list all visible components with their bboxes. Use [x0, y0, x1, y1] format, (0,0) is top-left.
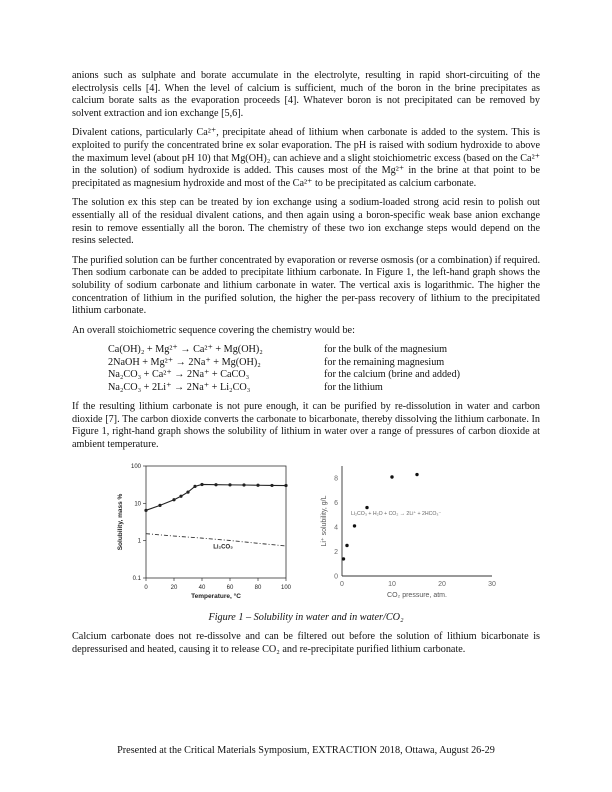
paragraph-boron: anions such as sulphate and borate accumulate in the electrolyte, resulting in rapid short-circuiting of the electrolysis cells [4]. When the level of calcium is sufficient, much of the boron in the brine precipitates as calcium borate salts as the evaporation proceeds [4]. Whatever boron is not precipitated can be removed by solvent extraction and ion exchange [5,6]. — [72, 70, 540, 119]
series-annotation-li2co3: Li₂CO₃ — [213, 544, 233, 551]
x-tick-label: 10 — [388, 581, 396, 589]
equation-reaction: 2NaOH + Mg²⁺ → 2Na⁺ + Mg(OH)₂ — [108, 356, 261, 368]
solubility-co2-chart — [320, 458, 498, 608]
paragraph-purified-solution: The purified solution can be further concentrated by evaporation or reverse osmosis (or a combination) if required. Then sodium carbonate can be added to precipitate lithium carbonate. In Figure 1, the left-hand graph shows the solubility of sodium carbonate and lithium carbonate in water. The vertical axis is logarithmic. The higher the concentration of lithium in the purified solution, the higher the per-pass recovery of lithium to the precipitated lithium carbonate. — [72, 254, 540, 317]
paragraph-divalent-cations: Divalent cations, particularly Ca²⁺, precipitate ahead of lithium when carbonate is added to the system. This is exploited to purify the concentrated brine ex solar evaporation. The pH is raised with sodium hydroxide to above the maximum level (about pH 10) that Mg(OH)₂ can achieve and a slight stoichiometric excess (based on the Ca²⁺ in the solution) of sodium hydroxide is added. This causes most of the Mg²⁺ in the brine at that point to be precipitated as magnesium hydroxide and most of the Ca²⁺ to be precipitated as calcium carbonate. — [72, 127, 540, 189]
x-tick-label: 0 — [144, 585, 148, 592]
equation-reaction: Na₂CO₃ + Ca²⁺ → 2Na⁺ + CaCO₃ — [108, 369, 250, 381]
paragraph-ion-exchange: The solution ex this step can be treated by ion exchange using a sodium-loaded strong acid resin to polish out essentially all of the residual divalent cations, and then again using a boron-specific weak base anion exchange resin to remove essentially all the boron. The chemistry of these two ion exchange steps would depend on the resins selected. — [72, 197, 540, 247]
x-tick-label: 60 — [226, 585, 234, 592]
y-tick-label: 8 — [334, 476, 338, 484]
equation-note: for the remaining magnesium — [324, 356, 445, 368]
plot-frame — [146, 466, 286, 578]
y-tick-label: 10 — [134, 501, 141, 508]
y-tick-label: 0 — [334, 573, 338, 581]
data-point — [284, 484, 287, 487]
y-tick-label: 100 — [130, 464, 141, 471]
data-point — [256, 484, 259, 487]
x-tick-label: 20 — [438, 581, 446, 589]
data-point — [342, 557, 345, 560]
reaction-annotation: Li₂CO₃ + H₂O + CO₂ → 2Li⁺ + 2HCO₃⁻ — [351, 511, 442, 518]
data-point — [144, 509, 147, 512]
equation-reaction: Na₂CO₃ + 2Li⁺ → 2Na⁺ + Li₂CO₃ — [108, 381, 251, 393]
paragraph-redissolution: If the resulting lithium carbonate is not pure enough, it can be purified by re-dissolution in water and carbon dioxide [7]. The carbon dioxide converts the carbonate to bicarbonate, thereby dissolving the lithium carbonate. In Figure 1, right-hand graph shows the solubility of lithium in water over a range of pressures of carbon dioxide at ambient temperature. — [72, 400, 540, 450]
data-point — [242, 484, 245, 487]
x-tick-label: 20 — [170, 585, 178, 592]
figure-caption: Figure 1 – Solubility in water and in water/CO₂ — [208, 612, 404, 624]
figure-1 — [72, 458, 540, 608]
data-point — [353, 524, 356, 527]
data-point — [172, 498, 175, 501]
y-tick-label: 2 — [334, 549, 338, 557]
paragraph-calcium-carbonate: Calcium carbonate does not re-dissolve and can be filtered out before the solution of lithium bicarbonate is depressurised and heated, causing it to release CO₂ and re-precipitate purified lithium carbonate. — [72, 631, 540, 655]
data-point — [193, 485, 196, 488]
solubility-temperature-chart — [112, 458, 292, 608]
data-point — [415, 473, 418, 476]
y-tick-label: 1 — [137, 538, 141, 545]
equation-row — [72, 344, 540, 356]
data-point — [186, 491, 189, 494]
y-tick-label: 4 — [334, 524, 338, 532]
equation-row — [72, 369, 540, 381]
equation-table — [72, 344, 540, 394]
x-tick-label: 100 — [280, 585, 292, 592]
page-body — [72, 70, 540, 663]
data-point — [214, 483, 217, 486]
equation-row — [72, 357, 540, 369]
x-axis-label: Temperature, °C — [191, 593, 241, 601]
y-axis-label: Solubility, mass % — [117, 493, 124, 551]
y-axis-label: Li⁺ solubility, g/L — [321, 495, 328, 547]
equation-note: for the calcium (brine and added) — [324, 369, 461, 381]
equation-note: for the lithium — [324, 381, 383, 393]
data-point — [365, 506, 368, 509]
x-tick-label: 30 — [488, 581, 496, 589]
page-footer: Presented at the Critical Materials Symposium, EXTRACTION 2018, Ottawa, August 26-29 — [117, 745, 495, 756]
data-point — [270, 484, 273, 487]
equation-note: for the bulk of the magnesium — [324, 344, 448, 356]
equation-row — [72, 382, 540, 394]
paragraph-stoichiometric-intro: An overall stoichiometric sequence covering the chemistry would be: — [72, 324, 355, 336]
x-axis-label: CO₂ pressure, atm. — [387, 592, 447, 600]
x-tick-label: 0 — [340, 581, 344, 589]
data-point — [179, 495, 182, 498]
y-tick-label: 0.1 — [132, 576, 141, 583]
data-point — [158, 504, 161, 507]
data-point — [345, 544, 348, 547]
series-line-solid — [146, 485, 286, 511]
data-point — [228, 484, 231, 487]
data-point — [390, 476, 393, 479]
x-tick-label: 40 — [198, 585, 206, 592]
y-tick-label: 6 — [334, 500, 338, 508]
data-point — [200, 483, 203, 486]
equation-reaction: Ca(OH)₂ + Mg²⁺ → Ca²⁺ + Mg(OH)₂ — [108, 344, 263, 356]
x-tick-label: 80 — [254, 585, 262, 592]
